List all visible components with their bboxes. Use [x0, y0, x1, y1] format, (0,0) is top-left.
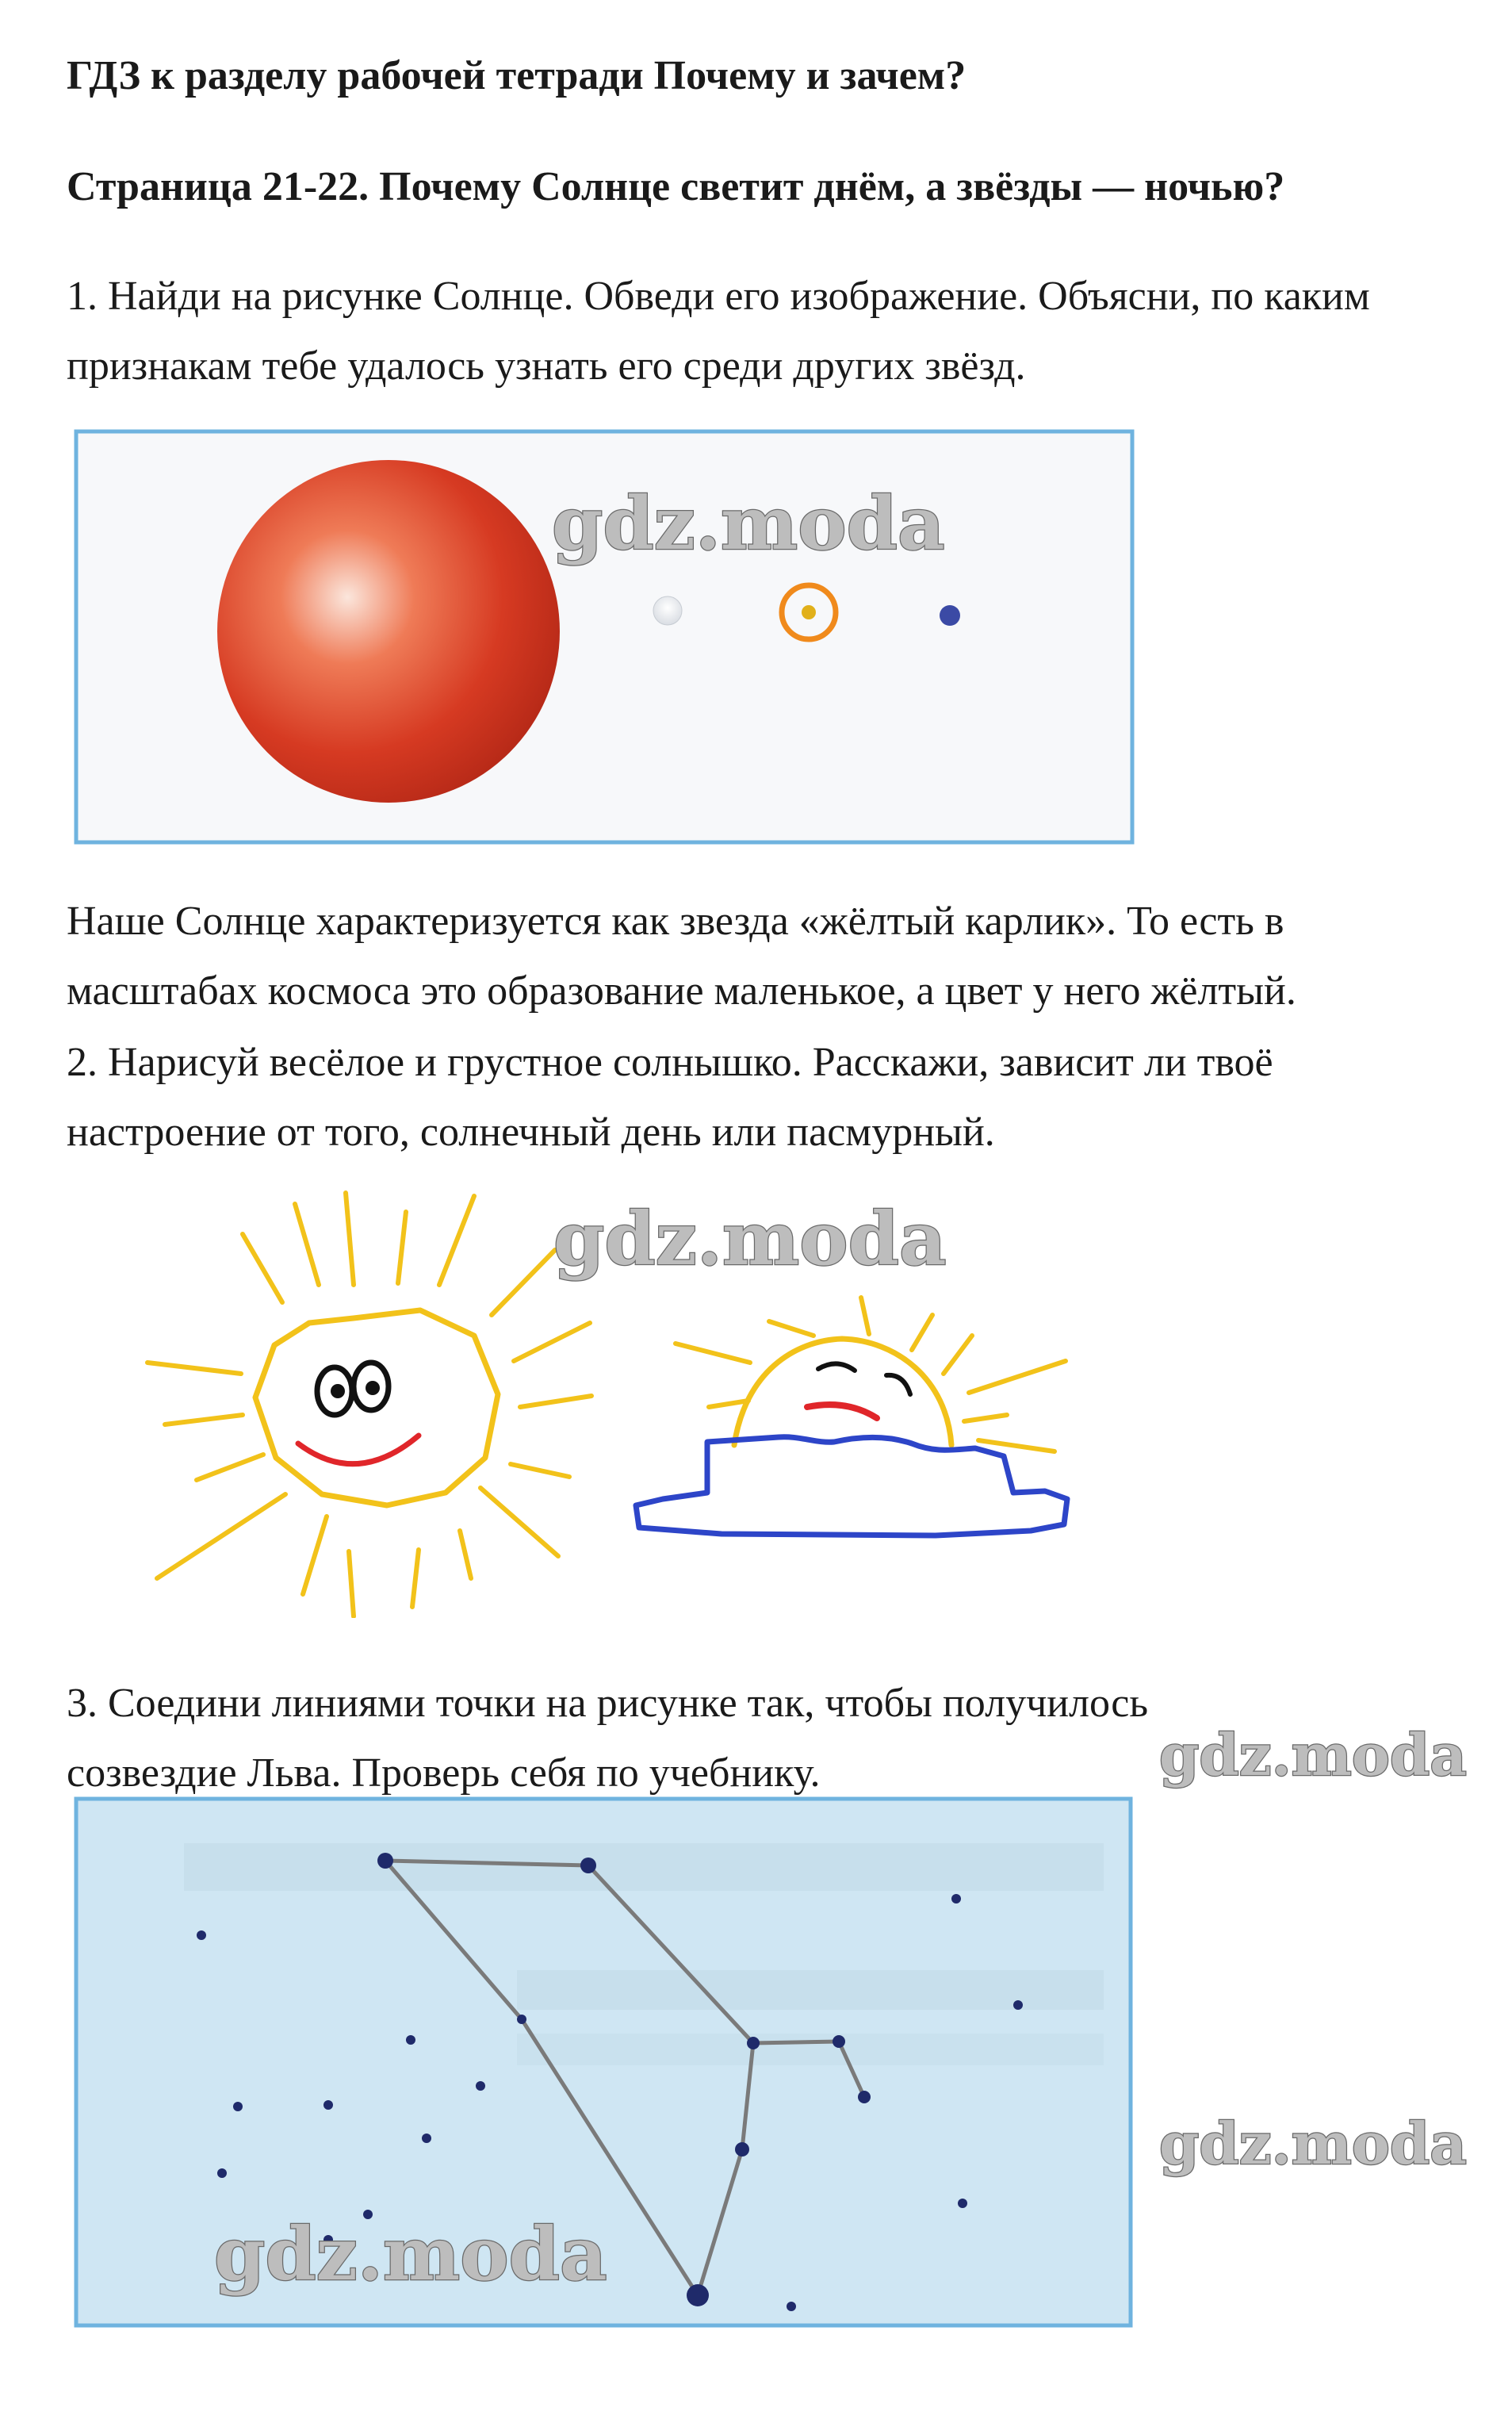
- blue-star: [940, 605, 960, 626]
- stars-figure: [73, 428, 1135, 845]
- white-star: [653, 596, 682, 625]
- sun-yellow-star: [802, 605, 816, 619]
- task3-question: 3. Соедини линиями точки на рисунке так, чтобы получилось созвездие Льва. Проверь себя по учебнику.: [67, 1681, 1149, 1796]
- sad-sun-face: [734, 1339, 951, 1445]
- suns-drawing: [119, 1166, 1110, 1618]
- watermark-2: gdz.moda: [553, 1196, 947, 1282]
- constellation-figure: [73, 1796, 1143, 2332]
- task1-question: 1. Найди на рисунке Солнце. Обведи его изображение. Объясни, по каким признакам тебе удалось узнать его среди других звёзд.: [67, 274, 1370, 389]
- sad-sun: [636, 1298, 1067, 1535]
- svg-text:gdz.moda: gdz.moda: [1159, 2110, 1467, 2177]
- watermark-side-top: [1158, 1705, 1475, 1800]
- cloud: [636, 1437, 1067, 1535]
- red-giant-star: [217, 460, 560, 803]
- task1-answer: Наше Солнце характеризуется как звезда «жёлтый карлик». То есть в масштабах космоса это образование маленькое, а цвет у него жёлтый.: [67, 899, 1296, 1014]
- faded-print-1: [184, 1843, 1104, 1891]
- sad-sun-mouth: [807, 1405, 877, 1418]
- faded-print-3: [517, 2034, 1104, 2065]
- page-subtitle: Страница 21-22. Почему Солнце светит днём, а звёзды — ночью?: [67, 164, 1285, 209]
- sad-sun-eye-right: [886, 1375, 910, 1394]
- happy-sun-smile: [298, 1436, 419, 1464]
- watermark-1: gdz.moda: [552, 481, 945, 566]
- watermark-3: gdz.moda: [214, 2211, 607, 2297]
- watermark-side-bottom: [1158, 2094, 1475, 2189]
- task2-question: 2. Нарисуй весёлое и грустное солнышко. Расскажи, зависит ли твоё настроение от того, солнечный день или пасмурный.: [67, 1040, 1273, 1155]
- happy-sun: [147, 1193, 591, 1616]
- page-title: ГДЗ к разделу рабочей тетради Почему и зачем?: [67, 53, 967, 98]
- sad-sun-eye-left: [818, 1363, 855, 1371]
- svg-text:gdz.moda: gdz.moda: [1159, 1721, 1467, 1788]
- sad-sun-rays: [676, 1298, 1066, 1451]
